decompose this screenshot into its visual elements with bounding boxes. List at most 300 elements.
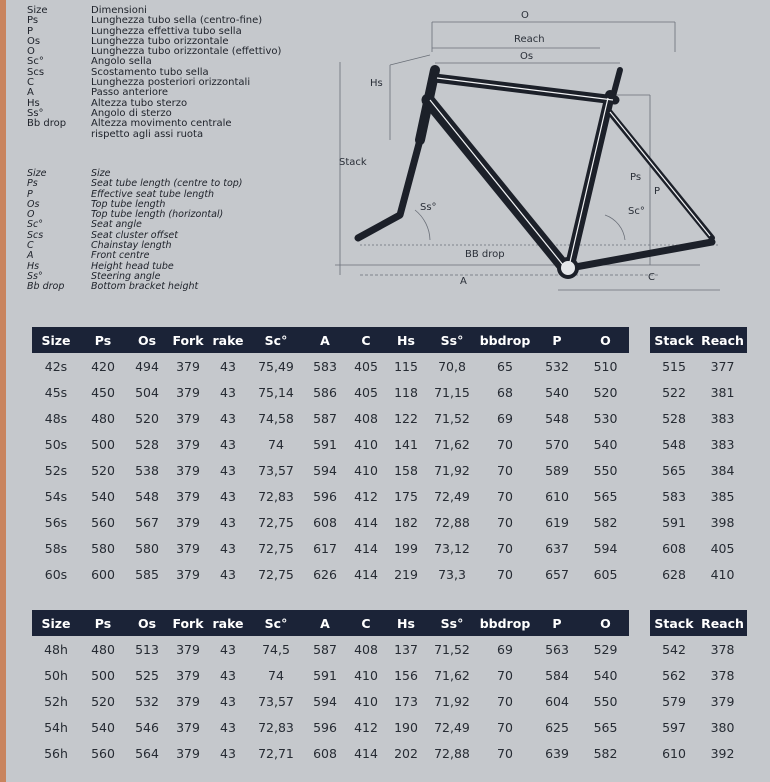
table-cell: 72,88 [434, 514, 470, 530]
legend-code: P [27, 188, 33, 200]
column-header: Sc° [248, 327, 304, 353]
table-cell: 657 [545, 566, 569, 582]
table-cell: 219 [394, 566, 418, 582]
table-cell: 58s [44, 540, 68, 556]
legend-description: Lunghezza tubo sella (centro-fine) [91, 15, 263, 27]
table-cell: 562 [662, 667, 686, 683]
table-cell: 158 [394, 462, 418, 478]
table-cell: 71,62 [434, 667, 470, 683]
table-cell: 42s [44, 358, 68, 374]
table-cell: 50h [44, 667, 68, 683]
table-cell: 610 [662, 745, 686, 761]
column-header: Size [32, 610, 80, 636]
legend-description: Effective seat tube length [91, 188, 215, 200]
legend-description: Steering angle [91, 270, 161, 282]
column-header: A [304, 327, 346, 353]
table-cell: 156 [394, 667, 418, 683]
table-cell: 43 [220, 384, 236, 400]
table-cell: 567 [135, 514, 159, 530]
table-cell: 60s [44, 566, 68, 582]
table-row [650, 535, 747, 561]
left-accent-bar [0, 0, 6, 782]
table-cell: 379 [176, 410, 200, 426]
stack-reach-table-s [650, 327, 747, 587]
table-cell: 379 [176, 436, 200, 452]
table-cell: 513 [135, 641, 159, 657]
frame-highlights [430, 78, 710, 265]
label-Stack: Stack [339, 157, 367, 168]
table-cell: 560 [91, 514, 115, 530]
table-cell: 50s [44, 436, 68, 452]
table-cell: 379 [176, 667, 200, 683]
table-cell: 525 [135, 667, 159, 683]
table-cell: 43 [220, 540, 236, 556]
legend-description: Angolo di sterzo [91, 107, 172, 119]
table-cell: 43 [220, 566, 236, 582]
table-cell: 540 [593, 667, 618, 683]
table-cell: 74,58 [258, 410, 294, 426]
legend-code: Os [27, 35, 41, 47]
table-cell: 420 [91, 358, 115, 374]
table-cell: 619 [545, 514, 569, 530]
table-cell: 75,49 [258, 358, 294, 374]
table-cell: 504 [135, 384, 159, 400]
table-cell: 538 [135, 462, 159, 478]
table-cell: 594 [593, 540, 618, 556]
table-cell: 540 [91, 719, 115, 735]
table-cell: 410 [354, 436, 378, 452]
table-cell: 48s [44, 410, 68, 426]
legend-description: Passo anteriore [91, 87, 169, 99]
table-cell: 625 [545, 719, 569, 735]
table-row [32, 457, 629, 483]
table-row [650, 457, 747, 483]
table-cell: 520 [91, 693, 115, 709]
table-cell: 43 [220, 641, 236, 657]
table-cell: 379 [176, 540, 200, 556]
table-cell: 72,75 [258, 566, 294, 582]
table-cell: 550 [593, 693, 618, 709]
table-row [32, 535, 629, 561]
legend-code: C [27, 240, 34, 252]
table-row [32, 431, 629, 457]
column-header: bbdrop [478, 327, 532, 353]
legend-description: Lunghezza effettiva tubo sella [91, 25, 242, 37]
table-cell: 115 [394, 358, 418, 374]
legend-code: Scs [27, 229, 44, 241]
table-cell: 72,71 [258, 745, 294, 761]
table-cell: 182 [394, 514, 418, 530]
legend-description: Scostamento tubo sella [91, 66, 209, 78]
table-cell: 412 [354, 719, 378, 735]
table-cell: 379 [176, 358, 200, 374]
column-header: O [582, 610, 629, 636]
column-header: Fork [168, 327, 208, 353]
table-cell: 72,49 [434, 719, 470, 735]
geometry-table-s [32, 327, 629, 587]
column-header: Stack [650, 610, 698, 636]
column-header: Hs [386, 610, 426, 636]
table-cell: 550 [593, 462, 618, 478]
table-row [650, 509, 747, 535]
legend-description: Size [91, 168, 111, 179]
table-cell: 540 [593, 436, 618, 452]
table-cell: 141 [394, 436, 418, 452]
table-cell: 580 [135, 540, 159, 556]
legend-code: Bb drop [27, 118, 67, 130]
column-header: Ps [80, 327, 126, 353]
table-cell: 520 [593, 384, 618, 400]
legend-description: Altezza movimento centrale [91, 118, 232, 130]
table-cell: 410 [354, 462, 378, 478]
table-cell: 565 [593, 719, 618, 735]
legend-description: Height head tube [91, 260, 174, 272]
table-cell: 72,75 [258, 514, 294, 530]
table-row [650, 431, 747, 457]
column-header: Sc° [248, 610, 304, 636]
table-cell: 72,83 [258, 488, 294, 504]
table-cell: 118 [394, 384, 418, 400]
table-cell: 56s [44, 514, 68, 530]
table-cell: 74 [268, 436, 284, 452]
table-cell: 414 [354, 745, 378, 761]
table-row [32, 509, 629, 535]
table-cell: 608 [313, 745, 337, 761]
table-cell: 410 [354, 693, 378, 709]
geometry-table-h [32, 610, 629, 766]
table-cell: 173 [394, 693, 418, 709]
table-cell: 70 [497, 540, 513, 556]
table-cell: 532 [545, 358, 569, 374]
legend-description: Lunghezza tubo orizzontale [91, 35, 229, 47]
legend-row [27, 282, 243, 292]
table-cell: 597 [662, 719, 686, 735]
legend-code: C [27, 77, 34, 89]
column-header: O [582, 327, 629, 353]
table-cell: 379 [176, 745, 200, 761]
legend-code [27, 130, 91, 140]
table-cell: 379 [176, 384, 200, 400]
legend-code: Sc° [27, 56, 44, 68]
column-header: Fork [168, 610, 208, 636]
table-cell: 582 [593, 514, 618, 530]
legend-code: O [27, 209, 35, 221]
table-cell: 594 [313, 462, 337, 478]
table-cell: 72,49 [434, 488, 470, 504]
legend-description: Seat tube length (centre to top) [91, 178, 243, 190]
table-cell: 54h [44, 719, 68, 735]
table-cell: 546 [135, 719, 159, 735]
legend-description: Lunghezza tubo orizzontale (effettivo) [91, 46, 282, 58]
table-cell: 72,83 [258, 719, 294, 735]
table-cell: 43 [220, 514, 236, 530]
table-cell: 71,52 [434, 641, 470, 657]
table-cell: 626 [313, 566, 337, 582]
label-C: C [648, 272, 655, 283]
table-row [32, 561, 629, 587]
table-cell: 71,15 [434, 384, 470, 400]
column-header: C [346, 327, 386, 353]
legend-code: Hs [27, 260, 40, 272]
column-header: Os [126, 610, 168, 636]
table-cell: 73,12 [434, 540, 470, 556]
table-cell: 528 [135, 436, 159, 452]
table-cell: 410 [354, 667, 378, 683]
table-cell: 412 [354, 488, 378, 504]
table-cell: 608 [662, 540, 686, 556]
table-cell: 392 [710, 745, 735, 761]
legend-row [27, 130, 281, 140]
legend-italian [27, 6, 281, 140]
table-cell: 408 [354, 641, 378, 657]
table-cell: 52h [44, 693, 68, 709]
table-cell: 70 [497, 693, 513, 709]
table-cell: 122 [394, 410, 418, 426]
table-row [650, 662, 747, 688]
legend-description: Angolo sella [91, 56, 152, 68]
table-cell: 540 [91, 488, 115, 504]
legend-description: Front centre [91, 250, 150, 262]
table-row [32, 714, 629, 740]
table-cell: 582 [593, 745, 618, 761]
table-cell: 596 [313, 719, 337, 735]
column-header: P [532, 327, 582, 353]
column-header: Ss° [426, 327, 478, 353]
table-cell: 405 [354, 384, 378, 400]
table-cell: 584 [545, 667, 569, 683]
table-row [32, 740, 629, 766]
table-cell: 579 [662, 693, 686, 709]
table-cell: 639 [545, 745, 569, 761]
legend-row [27, 47, 281, 57]
table-cell: 48h [44, 641, 68, 657]
legend-description: Chainstay length [91, 240, 172, 252]
label-Os: Os [520, 51, 534, 62]
table-cell: 596 [313, 488, 337, 504]
table-cell: 70 [497, 667, 513, 683]
frame-geometry-diagram [330, 0, 730, 305]
table-cell: 379 [176, 566, 200, 582]
table-row [650, 714, 747, 740]
table-cell: 377 [710, 358, 735, 374]
table-cell: 380 [710, 719, 735, 735]
table-cell: 405 [710, 540, 735, 556]
table-cell: 565 [593, 488, 618, 504]
column-header: Hs [386, 327, 426, 353]
table-cell: 410 [710, 566, 735, 582]
legend-code: Ps [27, 178, 38, 190]
table-cell: 70 [497, 462, 513, 478]
legend-code: Ss° [27, 107, 44, 119]
table-cell: 383 [710, 436, 735, 452]
table-row [32, 405, 629, 431]
table-cell: 73,3 [438, 566, 466, 582]
table-cell: 379 [176, 693, 200, 709]
table-cell: 68 [497, 384, 513, 400]
table-cell: 617 [313, 540, 337, 556]
legend-code: O [27, 46, 35, 58]
table-cell: 587 [313, 410, 337, 426]
table-cell: 591 [313, 667, 337, 683]
table-cell: 414 [354, 514, 378, 530]
table-cell: 379 [710, 693, 735, 709]
table-cell: 591 [313, 436, 337, 452]
column-header: Reach [698, 327, 747, 353]
table-cell: 384 [710, 462, 735, 478]
table-cell: 70,8 [438, 358, 466, 374]
table-cell: 43 [220, 436, 236, 452]
legend-code: Hs [27, 97, 40, 109]
column-header: Stack [650, 327, 698, 353]
label-Reach: Reach [514, 34, 545, 45]
label-P: P [654, 186, 661, 197]
table-cell: 585 [135, 566, 159, 582]
legend-code: A [27, 250, 34, 262]
column-header: Reach [698, 610, 747, 636]
table-cell: 608 [313, 514, 337, 530]
table-cell: 70 [497, 488, 513, 504]
table-cell: 480 [91, 410, 115, 426]
table-cell: 70 [497, 514, 513, 530]
table-cell: 610 [545, 488, 569, 504]
column-header: rake [208, 610, 248, 636]
column-header: Os [126, 327, 168, 353]
table-cell: 137 [394, 641, 418, 657]
table-cell: 560 [91, 745, 115, 761]
table-cell: 480 [91, 641, 115, 657]
column-header: rake [208, 327, 248, 353]
legend-description: Altezza tubo sterzo [91, 97, 188, 109]
table-cell: 398 [710, 514, 735, 530]
table-cell: 43 [220, 358, 236, 374]
label-Sc: Sc° [628, 206, 645, 217]
table-cell: 520 [91, 462, 115, 478]
legend-description: Lunghezza posteriori orizzontali [91, 77, 251, 89]
table-row [650, 636, 747, 662]
table-cell: 532 [135, 693, 159, 709]
table-cell: 71,52 [434, 410, 470, 426]
table-cell: 565 [662, 462, 686, 478]
legend-code: Ss° [27, 270, 43, 282]
table-row [650, 483, 747, 509]
legend-description: rispetto agli assi ruota [91, 128, 204, 140]
table-cell: 637 [545, 540, 569, 556]
legend-english [27, 169, 243, 293]
table-cell: 548 [545, 410, 569, 426]
table-cell: 202 [394, 745, 418, 761]
table-cell: 43 [220, 410, 236, 426]
table-cell: 548 [662, 436, 686, 452]
table-row [650, 740, 747, 766]
table-cell: 73,57 [258, 693, 294, 709]
table-cell: 52s [44, 462, 68, 478]
table-cell: 542 [662, 641, 686, 657]
table-cell: 383 [710, 410, 735, 426]
legend-code: Sc° [27, 219, 44, 231]
legend-description: Bottom bracket height [91, 281, 199, 293]
table-cell: 548 [135, 488, 159, 504]
legend-description: Seat angle [91, 219, 142, 231]
legend-description: Top tube length [91, 198, 166, 210]
table-cell: 43 [220, 667, 236, 683]
table-cell: 65 [497, 358, 513, 374]
table-cell: 600 [91, 566, 115, 582]
table-cell: 379 [176, 462, 200, 478]
table-cell: 70 [497, 436, 513, 452]
table-cell: 586 [313, 384, 337, 400]
table-cell: 450 [91, 384, 115, 400]
table-cell: 43 [220, 693, 236, 709]
table-cell: 628 [662, 566, 686, 582]
table-cell: 43 [220, 745, 236, 761]
table-cell: 378 [710, 667, 735, 683]
legend-code: Scs [27, 66, 45, 78]
table-cell: 587 [313, 641, 337, 657]
table-cell: 583 [313, 358, 337, 374]
table-cell: 530 [593, 410, 618, 426]
table-cell: 564 [135, 745, 159, 761]
table-cell: 385 [710, 488, 735, 504]
table-cell: 71,62 [434, 436, 470, 452]
table-cell: 583 [662, 488, 686, 504]
table-cell: 589 [545, 462, 569, 478]
table-row [650, 561, 747, 587]
table-row [650, 379, 747, 405]
legend-code: Ps [27, 15, 39, 27]
label-Ss: Ss° [420, 202, 437, 213]
table-cell: 74 [268, 667, 284, 683]
table-cell: 414 [354, 540, 378, 556]
table-row [32, 483, 629, 509]
table-cell: 43 [220, 719, 236, 735]
table-cell: 69 [497, 641, 513, 657]
table-cell: 73,57 [258, 462, 294, 478]
table-cell: 56h [44, 745, 68, 761]
table-row [32, 379, 629, 405]
legend-code: P [27, 25, 34, 37]
table-cell: 522 [662, 384, 686, 400]
table-cell: 43 [220, 488, 236, 504]
column-header: Ss° [426, 610, 478, 636]
table-cell: 71,92 [434, 693, 470, 709]
table-cell: 379 [176, 488, 200, 504]
table-cell: 72,75 [258, 540, 294, 556]
table-cell: 72,88 [434, 745, 470, 761]
legend-code: Size [27, 5, 48, 16]
legend-description: Seat cluster offset [91, 229, 178, 241]
table-row [32, 662, 629, 688]
table-cell: 591 [662, 514, 686, 530]
table-row [650, 405, 747, 431]
table-cell: 520 [135, 410, 159, 426]
table-cell: 563 [545, 641, 569, 657]
table-cell: 379 [176, 641, 200, 657]
table-cell: 43 [220, 462, 236, 478]
table-cell: 70 [497, 745, 513, 761]
table-cell: 45s [44, 384, 68, 400]
table-cell: 594 [313, 693, 337, 709]
table-cell: 199 [394, 540, 418, 556]
table-cell: 75,14 [258, 384, 294, 400]
table-cell: 494 [135, 358, 159, 374]
legend-code: Bb drop [27, 281, 65, 293]
legend-code: Os [27, 198, 40, 210]
table-cell: 515 [662, 358, 686, 374]
table-cell: 54s [44, 488, 68, 504]
table-cell: 540 [545, 384, 569, 400]
legend-description: Dimensioni [91, 5, 147, 16]
table-cell: 414 [354, 566, 378, 582]
